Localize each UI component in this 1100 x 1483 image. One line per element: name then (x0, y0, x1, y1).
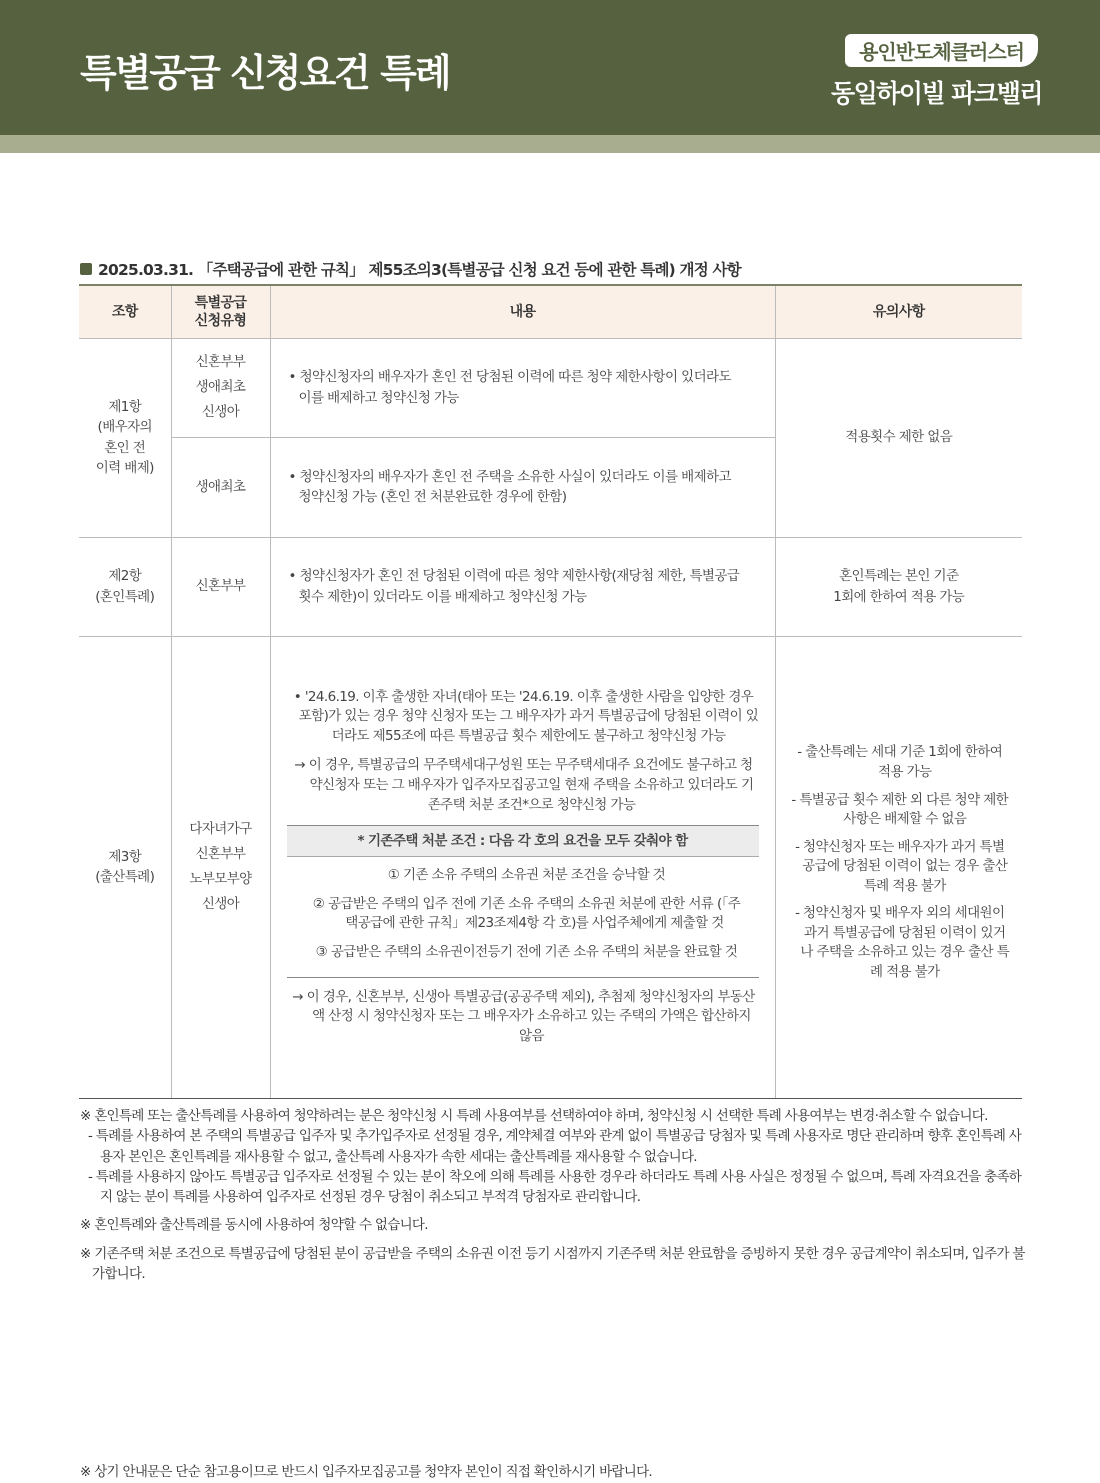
row1a-types (171, 338, 270, 437)
footnote: ※ 기존주택 처분 조건으로 특별공급에 당첨된 분이 공급받을 주택의 소유권 이전 등기 시점까지 기존주택 처분 완료함을 증빙하지 못한 경우 공급계약이 취소되며, 입주가 불가합니다. (80, 1245, 1025, 1282)
footnote: ※ 혼인특례와 출산특례를 동시에 사용하여 청약할 수 없습니다. (80, 1217, 428, 1234)
content-text: 청약신청자가 혼인 전 당첨된 이력에 따른 청약 제한사항(재당첨 제한, 특별공급 횟수 제한)이 있더라도 이를 배제하고 청약신청 가능 (298, 568, 740, 605)
content-text: 청약신청자의 배우자가 혼인 전 주택을 소유한 사실이 있더라도 이를 배제하고 청약신청 가능 (혼인 전 처분완료한 경우에 한함) (298, 468, 731, 505)
footnote-sub: - 특례를 사용하지 않아도 특별공급 입주자로 선정될 수 있는 분이 착오에 의해 특례를 사용한 경우라 하더라도 특례 사용 사실은 정정될 수 없으며, 특례 자격요건을 충족하지 않는 분이 특례를 사용하여 입주자로 선정된 경우 당첨이 취소되고 부적격 당첨자로 관리합니다. (88, 1168, 1022, 1205)
condition-item: ② 공급받은 주택의 입주 전에 기존 소유 주택의 소유권 처분에 관한 서류 (「주택공급에 관한 규칙」제23조제4항 각 호)를 사업주체에게 제출할 것 (312, 895, 741, 932)
content-text: '24.6.19. 이후 출생한 자녀(태아 또는 '24.6.19. 이후 출생한 사람을 입양한 경우 포함)가 있는 경우 청약 신청자 또는 그 배우자가 과거 특별공급에 당첨된 이력이 있더라도 제55조에 따른 특별공급 횟수 제한에도 불구하고 청약신청 가능 (298, 688, 759, 744)
header-notes: 유의사항 (775, 285, 1022, 338)
type-item: 다자녀가구 (189, 821, 252, 838)
content-arrow: → 이 경우, 특별공급의 무주택세대구성원 또는 무주택세대주 요건에도 불구하고 청약신청자 또는 그 배우자가 입주자모집공고일 현재 주택을 소유하고 있더라도 기존주택 처분 조건*으로 청약신청 가능 (294, 757, 754, 813)
article-line: 제3항 (108, 848, 142, 865)
row1a-content (270, 338, 775, 437)
article-line: 이력 배제) (95, 459, 154, 476)
row3-types (171, 636, 270, 1098)
row2-note (775, 537, 1022, 636)
article-line: 제2항 (108, 568, 142, 585)
type-item: 노부모부양 (189, 871, 252, 887)
section-heading-text: 2025.03.31. 「주택공급에 관한 규칙」 제55조의3(특별공급 신청 요건 등에 관한 특례) 개정 사항 (98, 261, 741, 279)
footnotes (80, 1106, 1025, 1284)
header-type-line1: 특별공급 (194, 294, 247, 311)
row3-content (270, 636, 775, 1098)
brand-badge: 용인반도체클러스터 (845, 34, 1038, 67)
type-item: 신혼부부 (195, 846, 246, 863)
row1b-types: 생애최초 (171, 437, 270, 537)
condition-title: * 기존주택 처분 조건 : 다음 각 호의 요건을 모두 갖춰야 함 (287, 826, 759, 857)
condition-item: ① 기존 소유 주택의 소유권 처분 조건을 승낙할 것 (387, 867, 666, 884)
row2-article (79, 537, 171, 636)
type-item: 생애최초 (195, 379, 246, 396)
note-line: 1회에 한하여 적용 가능 (833, 588, 965, 605)
page-title: 특별공급 신청요건 특례 (80, 51, 450, 95)
header-type-line2: 신청유형 (194, 312, 247, 329)
row2-types: 신혼부부 (171, 537, 270, 636)
section-heading (80, 258, 741, 280)
article-line: (혼인특례) (95, 588, 155, 605)
bottom-note: ※ 상기 안내문은 단순 참고용이므로 반드시 입주자모집공고를 청약자 본인이 직접 확인하시기 바랍니다. (80, 1464, 653, 1480)
brand-name: 동일하이빌 파크밸리 (830, 79, 1042, 108)
row1-note: 적용횟수 제한 없음 (775, 338, 1022, 537)
content-bullet: • 청약신청자의 배우자가 혼인 전 주택을 소유한 사실이 있더라도 이를 배제하고 청약신청 가능 (혼인 전 처분완료한 경우에 한함) (288, 468, 731, 505)
article-line: (배우자의 (97, 419, 152, 436)
footnote-sub: - 특례를 사용하여 본 주택의 특별공급 입주자 및 추가입주자로 선정될 경우, 계약체결 여부와 관계 없이 특별공급 당첨자 및 특례 사용자로 명단 관리하며 향후 혼인특례 사용자 본인은 혼인특례를 재사용할 수 없고, 출산특례 사용자가 속한 세대는 출산특례를 재사용할 수 없습니다. (88, 1128, 1022, 1165)
article-line: 제1항 (108, 399, 142, 415)
header-article: 조항 (79, 285, 171, 338)
note-item: - 출산특례는 세대 기준 1회에 한하여 적용 가능 (797, 744, 1003, 780)
content-bullet: • 청약신청자가 혼인 전 당첨된 이력에 따른 청약 제한사항(재당첨 제한, 특별공급 횟수 제한)이 있더라도 이를 배제하고 청약신청 가능 (288, 568, 740, 605)
note-line: 혼인특례는 본인 기준 (839, 568, 959, 585)
article-line: (출산특례) (95, 869, 155, 885)
content-text: 청약신청자의 배우자가 혼인 전 당첨된 이력에 따른 청약 제한사항이 있더라도 이를 배제하고 청약신청 가능 (298, 369, 731, 406)
type-item: 신생아 (201, 403, 240, 420)
content-bullet: • '24.6.19. 이후 출생한 자녀(태아 또는 '24.6.19. 이후 출생한 사람을 입양한 경우 포함)가 있는 경우 청약 신청자 또는 그 배우자가 과거 특별공급에 당첨된 이력이 있더라도 제55조에 따른 특별공급 횟수 제한에도 불구하고 청약신청 가능 (293, 688, 759, 744)
header-type (171, 285, 270, 338)
condition-item: ③ 공급받은 주택의 소유권이전등기 전에 기존 소유 주택의 처분을 완료할 것 (315, 944, 738, 961)
table-row (79, 636, 1022, 1098)
type-item: 신혼부부 (195, 354, 246, 371)
content-arrow: → 이 경우, 신혼부부, 신생아 특별공급(공공주택 제외), 추첨제 청약신청자의 부동산 액 산정 시 청약신청자 또는 그 배우자가 소유하고 있는 주택의 가액은 합산하지 않음 (292, 988, 755, 1044)
row1b-content (270, 437, 775, 537)
square-bullet-icon (80, 263, 92, 275)
condition-box (287, 825, 759, 978)
article-line: 혼인 전 (104, 439, 146, 456)
note-item: - 청약신청자 및 배우자 외의 세대원이 과거 특별공급에 당첨된 이력이 있거나 주택을 소유하고 있는 경우 출산 특례 적용 불가 (795, 905, 1010, 981)
note-item: - 특별공급 횟수 제한 외 다른 청약 제한사항은 배제할 수 없음 (791, 791, 1009, 828)
type-item: 신생아 (201, 895, 240, 912)
row2-content (270, 537, 775, 636)
note-item: - 청약신청자 또는 배우자가 과거 특별 공급에 당첨된 이력이 없는 경우 출산 특례 적용 불가 (795, 838, 1008, 894)
header-content: 내용 (270, 285, 775, 338)
footnote: ※ 혼인특례 또는 출산특례를 사용하여 청약하려는 분은 청약신청 시 특례 사용여부를 선택하여야 하며, 청약신청 시 선택한 특례 사용여부는 변경·취소할 수 없습니다. (80, 1108, 988, 1124)
row3-notes (775, 636, 1022, 1098)
table-row (79, 537, 1022, 636)
special-supply-table (79, 284, 1022, 1099)
table-header-row (79, 285, 1022, 338)
header-strip (0, 135, 1100, 153)
row3-article (79, 636, 171, 1098)
row1-article (79, 338, 171, 537)
table-row (79, 338, 1022, 437)
content-bullet: • 청약신청자의 배우자가 혼인 전 당첨된 이력에 따른 청약 제한사항이 있더라도 이를 배제하고 청약신청 가능 (288, 369, 731, 406)
